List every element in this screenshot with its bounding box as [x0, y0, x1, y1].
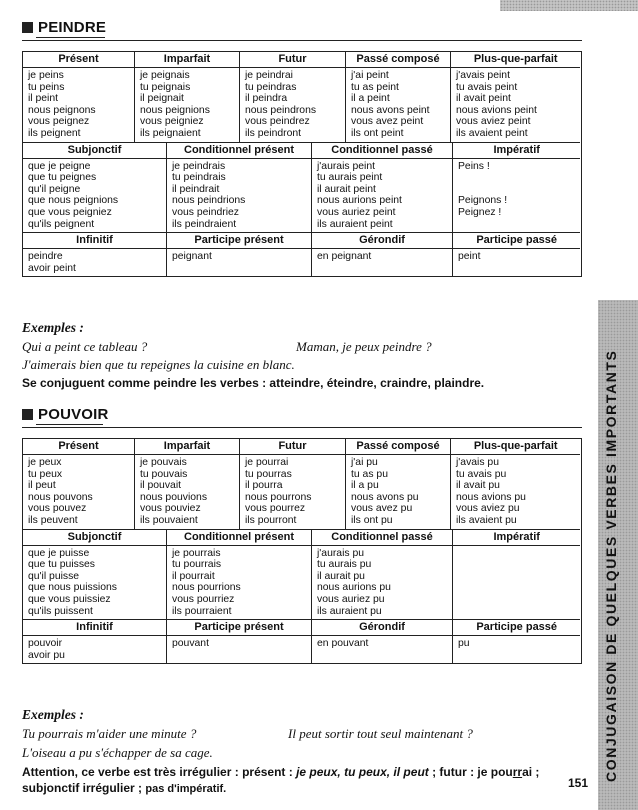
header-plus-que-parfait: Plus-que-parfait — [451, 439, 580, 455]
header-participe-passe: Participe passé — [453, 620, 580, 636]
cell-imparfait: je pouvais tu pouvais il pouvait nous pouvions vous pouviez ils pouvaient — [135, 455, 240, 530]
header-passe-compose: Passé composé — [346, 439, 451, 455]
header-infinitif: Infinitif — [23, 233, 167, 249]
section-title-text: PEINDRE — [38, 19, 107, 36]
note-line2-small: pas d'impératif. — [145, 783, 227, 795]
square-bullet-icon — [22, 22, 33, 33]
section-rule — [22, 427, 582, 428]
conjugation-note — [22, 765, 539, 779]
table-header-row — [23, 233, 581, 249]
note-line2-bold: subjonctif irrégulier ; — [22, 781, 146, 795]
header-gerondif: Gérondif — [312, 233, 453, 249]
header-conditionnel-passe: Conditionnel passé — [312, 530, 453, 546]
cell-futur: je pourrai tu pourras il pourra nous pourrons vous pourrez ils pourront — [240, 455, 346, 530]
title-underline — [36, 37, 105, 38]
cell-infinitif: peindre avoir peint — [23, 249, 167, 276]
cell-participe-present: pouvant — [167, 636, 312, 663]
cell-gerondif: en pouvant — [312, 636, 453, 663]
header-participe-present: Participe présent — [167, 233, 312, 249]
cell-participe-passe: peint — [458, 251, 481, 263]
header-plus-que-parfait: Plus-que-parfait — [451, 52, 580, 68]
conjugation-table-pouvoir — [22, 438, 582, 664]
cell-infinitif: pouvoir avoir pu — [23, 636, 167, 663]
cell-present: je peins tu peins il peint nous peignons vous peignez ils peignent — [23, 68, 135, 143]
examples-title: Exemples : — [22, 707, 84, 722]
table-header-row — [23, 620, 581, 636]
table-row — [23, 249, 581, 276]
example-sentence: J'aimerais bien que tu repeignes la cuisine en blanc. — [22, 357, 295, 372]
header-infinitif: Infinitif — [23, 620, 167, 636]
square-bullet-icon — [22, 409, 33, 420]
section-title-pouvoir — [22, 406, 109, 423]
example-sentence: Maman, je peux peindre ? — [296, 339, 432, 354]
header-futur: Futur — [240, 52, 346, 68]
table-row — [23, 159, 581, 234]
header-participe-present: Participe présent — [167, 620, 312, 636]
cell-passe-compose: j'ai peint tu as peint il a peint nous avons peint vous avez peint ils ont peint — [346, 68, 451, 143]
table-header-row — [23, 530, 581, 546]
note-present-forms: je peux, tu peux, il peut — [296, 765, 429, 779]
conjugation-table-peindre — [22, 51, 582, 277]
cell-imparfait: je peignais tu peignais il peignait nous peignions vous peigniez ils peignaient — [135, 68, 240, 143]
conjugation-note-line2 — [22, 781, 226, 795]
cell-imperatif: Peins ! Peignons ! Peignez ! — [453, 159, 580, 234]
header-imparfait: Imparfait — [135, 439, 240, 455]
header-imperatif: Impératif — [453, 530, 580, 546]
header-imperatif: Impératif — [453, 143, 580, 159]
table-row — [23, 455, 581, 530]
title-underline — [36, 424, 103, 425]
cell-conditionnel-passe: j'aurais peint tu aurais peint il aurait peint nous aurions peint vous auriez peint ils auraient peint — [312, 159, 453, 234]
example-sentence: Qui a peint ce tableau ? — [22, 339, 148, 354]
cell-conditionnel-present: je pourrais tu pourrais il pourrait nous pourrions vous pourriez ils pourraient — [167, 546, 312, 621]
header-passe-compose: Passé composé — [346, 52, 451, 68]
cell-imperatif — [453, 546, 580, 621]
header-conditionnel-present: Conditionnel présent — [167, 530, 312, 546]
header-conditionnel-passe: Conditionnel passé — [312, 143, 453, 159]
table-row — [23, 68, 581, 143]
table-header-row — [23, 439, 581, 455]
examples-title: Exemples : — [22, 320, 84, 335]
cell-subjonctif: que je puisse que tu puisses qu'il puisse que nous puissions que vous puissiez qu'ils puissent — [23, 546, 167, 621]
chapter-sidebar-title: CONJUGAISON DE QUELQUES VERBES IMPORTANTS — [603, 349, 619, 782]
cell-passe-compose: j'ai pu tu as pu il a pu nous avons pu vous avez pu ils ont pu — [346, 455, 451, 530]
header-present: Présent — [23, 439, 135, 455]
note-underlined: rr — [512, 765, 523, 779]
cell-plus-que-parfait: j'avais pu tu avais pu il avait pu nous avions pu vous aviez pu ils avaient pu — [451, 455, 580, 530]
table-header-row — [23, 52, 581, 68]
cell-present: je peux tu peux il peut nous pouvons vous pouvez ils peuvent — [23, 455, 135, 530]
cell-participe-present: peignant — [167, 249, 312, 276]
example-sentence: Il peut sortir tout seul maintenant ? — [288, 726, 473, 741]
cell-conditionnel-present: je peindrais tu peindrais il peindrait nous peindrions vous peindriez ils peindraient — [167, 159, 312, 234]
table-row — [23, 546, 581, 621]
header-imparfait: Imparfait — [135, 52, 240, 68]
table-header-row — [23, 143, 581, 159]
header-subjonctif: Subjonctif — [23, 530, 167, 546]
cell-futur: je peindrai tu peindras il peindra nous peindrons vous peindrez ils peindront — [240, 68, 346, 143]
header-gerondif: Gérondif — [312, 620, 453, 636]
cell-participe-passe: pu — [458, 638, 470, 650]
cell-plus-que-parfait: j'avais peint tu avais peint il avait peint nous avions peint vous aviez peint ils avaient peint — [451, 68, 580, 143]
header-present: Présent — [23, 52, 135, 68]
conjugation-note: Se conjuguent comme peindre les verbes : atteindre, éteindre, craindre, plaindre. — [22, 376, 485, 390]
example-sentence: L'oiseau a pu s'échapper de sa cage. — [22, 745, 213, 760]
section-rule — [22, 40, 582, 41]
table-row — [23, 636, 581, 663]
header-futur: Futur — [240, 439, 346, 455]
cell-subjonctif: que je peigne que tu peignes qu'il peigne que nous peignions que vous peigniez qu'ils peignent — [23, 159, 167, 234]
section-title-peindre — [22, 19, 106, 36]
page-number: 151 — [568, 776, 589, 790]
note-tail: ai ; — [522, 765, 540, 779]
note-lead: Attention, ce verbe est très irrégulier : présent : — [22, 765, 297, 779]
cell-conditionnel-passe: j'aurais pu tu aurais pu il aurait pu nous aurions pu vous auriez pu ils auraient pu — [312, 546, 453, 621]
cell-gerondif: en peignant — [312, 249, 453, 276]
header-participe-passe: Participe passé — [453, 233, 580, 249]
header-conditionnel-present: Conditionnel présent — [167, 143, 312, 159]
note-middle: ; futur : je pou — [428, 765, 513, 779]
section-title-text: POUVOIR — [38, 406, 109, 423]
header-subjonctif: Subjonctif — [23, 143, 167, 159]
top-gray-strip — [500, 0, 638, 11]
example-sentence: Tu pourrais m'aider une minute ? — [22, 726, 197, 741]
